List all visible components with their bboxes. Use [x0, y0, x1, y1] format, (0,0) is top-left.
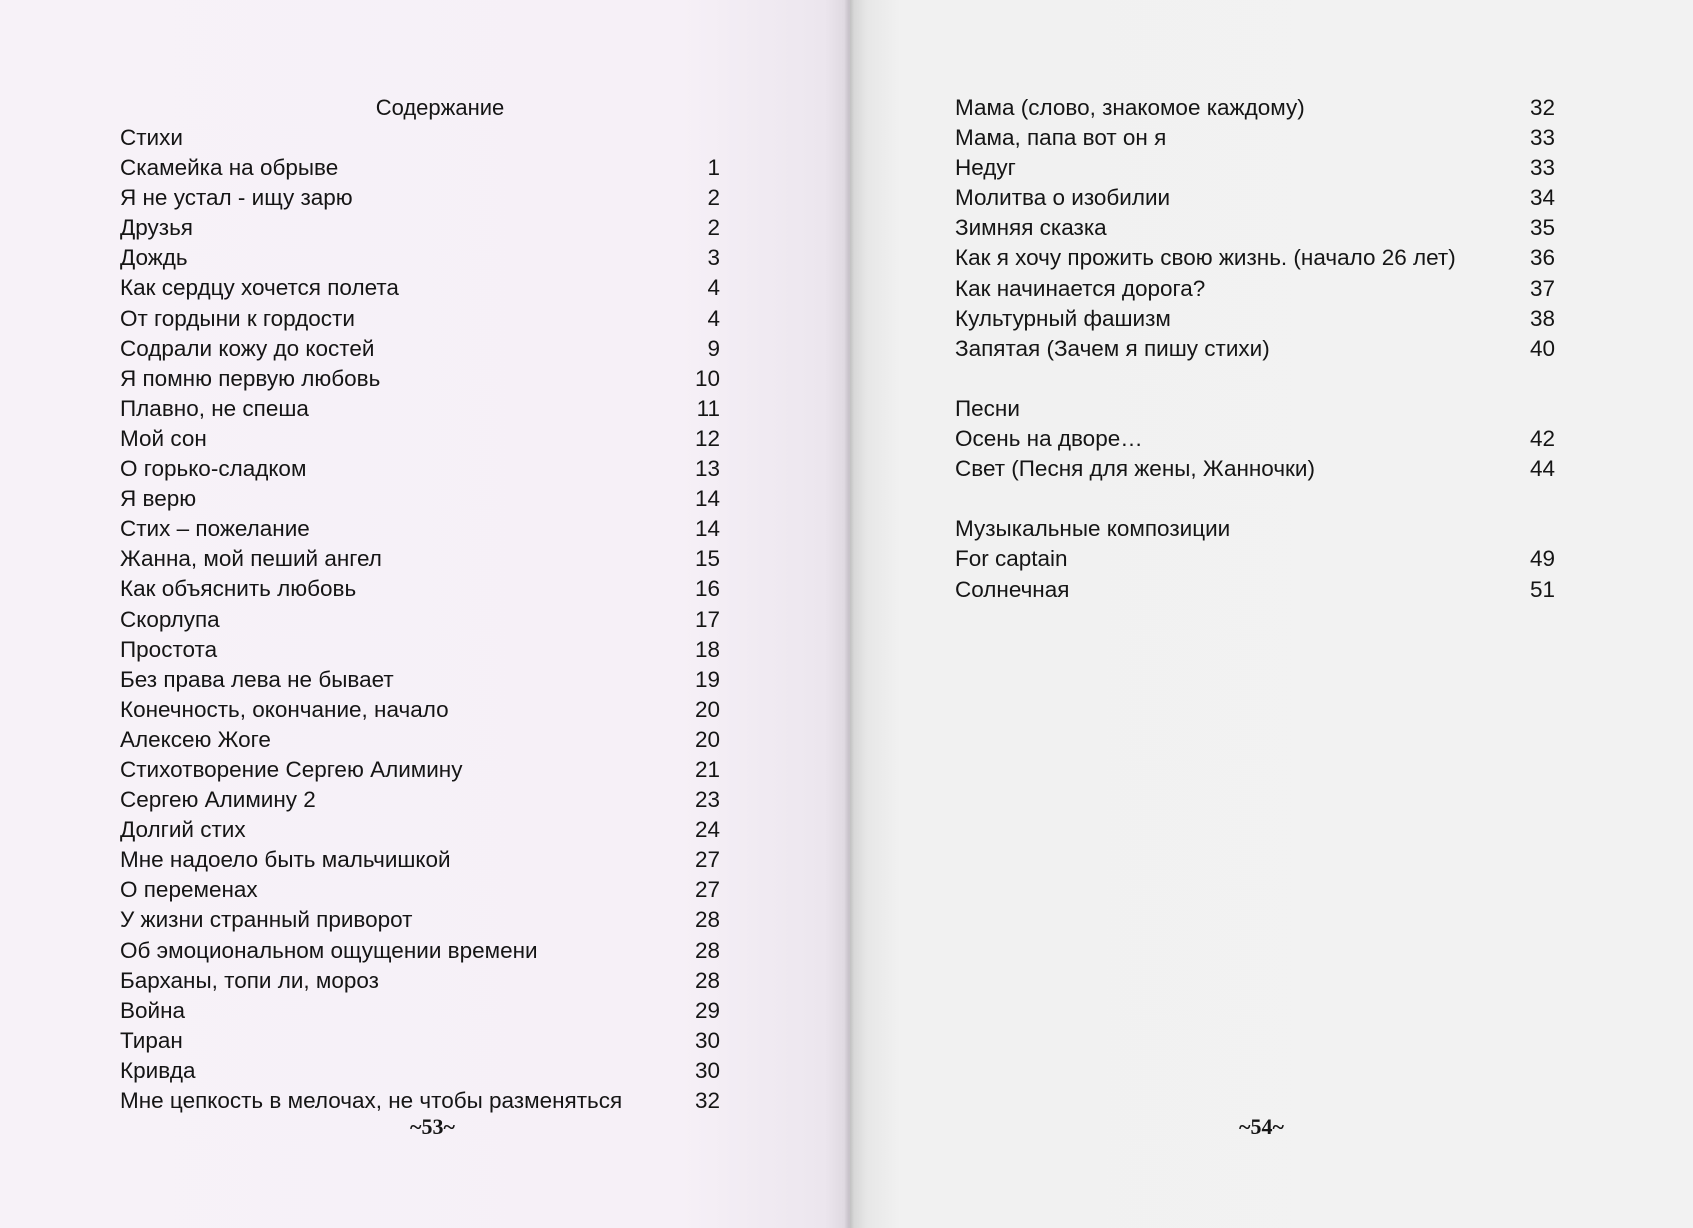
toc-entry — [120, 695, 720, 725]
toc-entry — [120, 243, 720, 273]
toc-entry-page: 36 — [1529, 245, 1555, 271]
toc-entry-title: Стих – пожелание — [120, 516, 310, 542]
toc-entry — [120, 273, 720, 303]
toc-entry — [955, 304, 1555, 334]
toc-entry-page: 15 — [694, 546, 720, 572]
toc-entry — [955, 274, 1555, 304]
section-heading-poems: Стихи — [120, 125, 183, 150]
toc-entry — [955, 123, 1555, 153]
toc-entry-title: Без права лева не бывает — [120, 666, 394, 692]
toc-entry — [955, 243, 1555, 273]
toc-entry — [955, 454, 1555, 484]
toc-entry-page: 27 — [694, 847, 720, 873]
toc-entry — [955, 544, 1555, 574]
toc-entry-title: Мама, папа вот он я — [955, 125, 1167, 151]
toc-entry — [120, 424, 720, 454]
toc-entry-title: For captain — [955, 546, 1068, 572]
toc-entry-title: Жанна, мой пеший ангел — [120, 546, 382, 572]
section-heading-songs: Песни — [955, 395, 1020, 421]
toc-entry-title: Я верю — [120, 486, 197, 512]
toc-entry-title: О горько-сладком — [120, 456, 307, 482]
toc-entry-page: 40 — [1529, 335, 1555, 361]
toc-entry-title: Простота — [120, 636, 218, 662]
toc-entry — [120, 905, 720, 935]
toc-entry-title: Барханы, топи ли, мороз — [120, 967, 379, 993]
toc-entry-title: Свет (Песня для жены, Жанночки) — [955, 456, 1315, 482]
toc-entry-page: 30 — [694, 1027, 720, 1053]
toc-entry-page: 14 — [694, 516, 720, 542]
toc-entry — [120, 1056, 720, 1086]
toc-entry-title: Недуг — [955, 155, 1016, 181]
toc-entry — [955, 575, 1555, 605]
toc-entry-page: 32 — [694, 1088, 720, 1113]
toc-entry — [120, 544, 720, 574]
toc-entry-title: Мама (слово, знакомое каждому) — [955, 95, 1305, 120]
toc-entry-page: 49 — [1529, 546, 1555, 572]
toc-entry-page: 14 — [694, 486, 720, 512]
page-number-right: ~54~ — [1239, 1114, 1284, 1139]
toc-entry — [120, 785, 720, 815]
toc-entry-page: 2 — [707, 185, 720, 211]
toc-entry-page: 33 — [1529, 125, 1555, 151]
toc-entry-page: 28 — [694, 937, 720, 963]
toc-title: Содержание — [375, 95, 505, 120]
toc-entry-page: 9 — [707, 335, 720, 361]
toc-entry-page: 18 — [694, 636, 720, 662]
toc-entry-page: 4 — [707, 305, 720, 331]
toc-entry-page: 37 — [1529, 275, 1555, 301]
toc-entries-music — [955, 544, 1555, 604]
toc-entry — [120, 153, 720, 183]
toc-entry-title: Содрали кожу до костей — [120, 335, 375, 361]
toc-entry-title: Как сердцу хочется полета — [120, 275, 399, 301]
toc-entry-page: 34 — [1529, 185, 1555, 211]
toc-entry — [120, 1086, 720, 1116]
toc-entry-page: 30 — [694, 1057, 720, 1083]
toc-entry-title: Мой сон — [120, 425, 207, 451]
toc-entry-title: Об эмоциональном ощущении времени — [120, 937, 538, 963]
toc-entry — [120, 484, 720, 514]
toc-entry-title: Я помню первую любовь — [120, 365, 381, 391]
spacer — [955, 364, 1555, 394]
book-gutter — [844, 0, 854, 1228]
toc-entry-page: 20 — [694, 726, 720, 752]
toc-entry-title: Конечность, окончание, начало — [120, 696, 449, 722]
toc-entries-poems-continued — [955, 93, 1555, 364]
toc-entry-title: Сергею Алимину 2 — [120, 787, 316, 813]
toc-entry-page: 16 — [694, 576, 720, 602]
toc-entry-page: 33 — [1529, 155, 1555, 181]
toc-entry-title: Осень на дворе… — [955, 426, 1143, 452]
page-number-left: ~53~ — [410, 1114, 455, 1139]
toc-entry-title: Запятая (Зачем я пишу стихи) — [955, 335, 1270, 361]
toc-entry-page: 10 — [694, 365, 720, 391]
toc-entry-page: 3 — [707, 245, 720, 271]
toc-entry — [120, 364, 720, 394]
toc-entry — [120, 635, 720, 665]
spacer — [955, 484, 1555, 514]
toc-entry-page: 1 — [707, 155, 720, 181]
toc-entry — [120, 454, 720, 484]
toc-entry-title: Тиран — [120, 1027, 183, 1053]
toc-entry — [120, 605, 720, 635]
toc-entry-title: Скорлупа — [120, 606, 220, 632]
toc-entry — [120, 574, 720, 604]
toc-entry — [120, 304, 720, 334]
toc-entries-poems — [120, 153, 720, 1116]
toc-entry-page: 32 — [1529, 95, 1555, 120]
toc-entries-songs — [955, 424, 1555, 484]
toc-entry-title: От гордыни к гордости — [120, 305, 355, 331]
toc-entry-page: 20 — [694, 696, 720, 722]
toc-entry-title: Алексею Жоге — [120, 726, 271, 752]
toc-entry-page: 13 — [694, 456, 720, 482]
toc-entry-title: Долгий стих — [120, 817, 246, 843]
toc-entry — [120, 183, 720, 213]
toc-entry-page: 28 — [694, 907, 720, 933]
toc-entry — [120, 936, 720, 966]
toc-entry-page: 12 — [694, 425, 720, 451]
toc-entry — [120, 213, 720, 243]
toc-entry-page: 24 — [694, 817, 720, 843]
toc-entry-page: 38 — [1529, 305, 1555, 331]
toc-entry-title: Солнечная — [955, 576, 1070, 602]
toc-entry-page: 21 — [694, 756, 720, 782]
toc-entry-page: 44 — [1529, 456, 1555, 482]
toc-entry-title: Плавно, не спеша — [120, 395, 309, 421]
toc-entry-page: 17 — [694, 606, 720, 632]
toc-entry — [120, 815, 720, 845]
toc-entry-title: Война — [120, 997, 186, 1023]
toc-entry-title: Дождь — [120, 245, 188, 271]
toc-entry-title: Молитва о изобилии — [955, 185, 1171, 211]
toc-entry-title: Культурный фашизм — [955, 305, 1171, 331]
toc-entry — [120, 514, 720, 544]
toc-entry — [120, 725, 720, 755]
toc-entry-title: Мне цепкость в мелочах, не чтобы разменяться — [120, 1088, 623, 1113]
toc-entry — [120, 394, 720, 424]
toc-entry-page: 42 — [1529, 426, 1555, 452]
toc-entry — [120, 334, 720, 364]
toc-entry-title: Кривда — [120, 1057, 196, 1083]
toc-entry-title: У жизни странный приворот — [120, 907, 413, 933]
toc-entry — [120, 996, 720, 1026]
toc-entry — [120, 755, 720, 785]
toc-entry-page: 11 — [696, 395, 720, 421]
toc-entry — [955, 153, 1555, 183]
toc-entry-page: 2 — [707, 215, 720, 241]
toc-entry-page: 28 — [694, 967, 720, 993]
toc-entry — [120, 665, 720, 695]
toc-entry-page: 27 — [694, 877, 720, 903]
toc-entry — [120, 966, 720, 996]
toc-entry-title: Как я хочу прожить свою жизнь. (начало 26 лет) — [955, 245, 1456, 271]
toc-entry-page: 4 — [707, 275, 720, 301]
toc-entry — [955, 213, 1555, 243]
toc-left — [120, 123, 720, 1116]
toc-entry — [120, 1026, 720, 1056]
toc-entry-title: Как объяснить любовь — [120, 576, 357, 602]
toc-entry-page: 35 — [1529, 215, 1555, 241]
toc-entry — [955, 334, 1555, 364]
toc-entry-title: Зимняя сказка — [955, 215, 1107, 241]
toc-entry-title: О переменах — [120, 877, 258, 903]
toc-entry-page: 19 — [694, 666, 720, 692]
toc-right — [955, 93, 1555, 605]
section-heading-music: Музыкальные композиции — [955, 516, 1231, 542]
toc-entry — [955, 93, 1555, 123]
toc-entry-page: 29 — [694, 997, 720, 1023]
toc-entry — [955, 424, 1555, 454]
toc-entry — [120, 875, 720, 905]
toc-entry-page: 23 — [694, 787, 720, 813]
toc-entry — [120, 845, 720, 875]
toc-entry-title: Я не устал - ищу зарю — [120, 185, 353, 211]
toc-entry-title: Друзья — [120, 215, 193, 241]
toc-entry-title: Стихотворение Сергею Алимину — [120, 756, 463, 782]
toc-entry-page: 51 — [1529, 576, 1555, 602]
toc-entry-title: Скамейка на обрыве — [120, 155, 339, 181]
toc-entry-title: Как начинается дорога? — [955, 275, 1206, 301]
toc-entry — [955, 183, 1555, 213]
toc-entry-title: Мне надоело быть мальчишкой — [120, 847, 451, 873]
